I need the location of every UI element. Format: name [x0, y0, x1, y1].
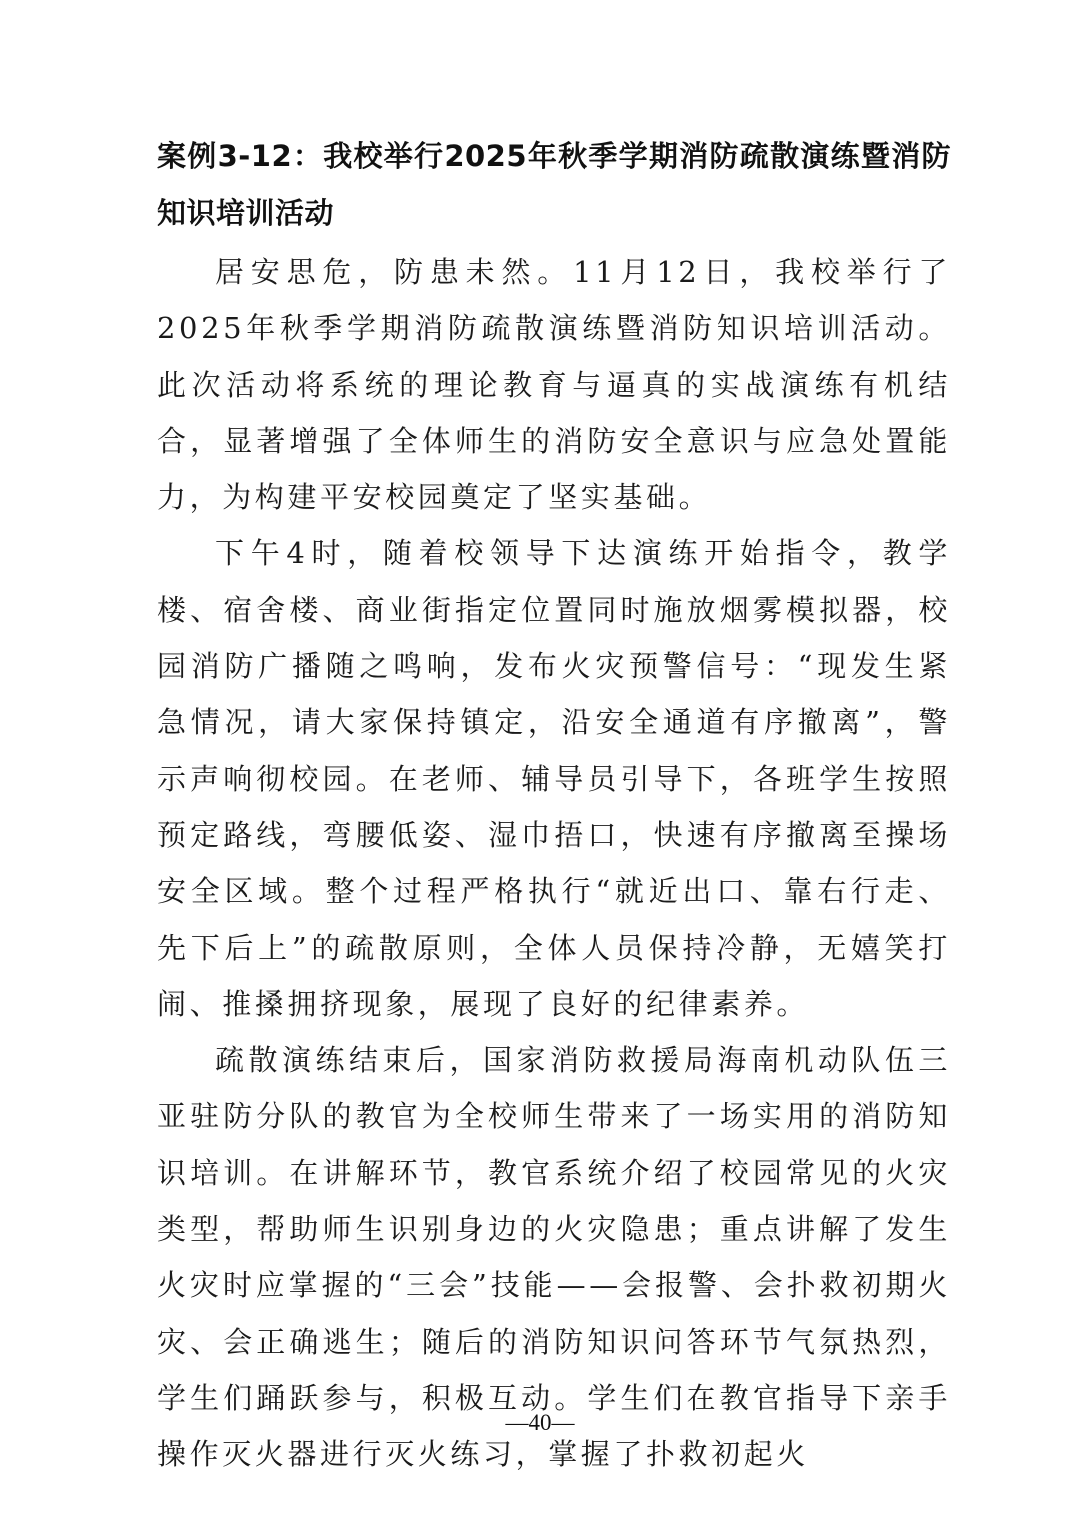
body-paragraph: 疏散演练结束后，国家消防救援局海南机动队伍三亚驻防分队的教官为全校师生带来了一场实用的消防知识培训。在讲解环节，教官系统介绍了校园常见的火灾类型，帮助师生识别身边的火灾隐患；重点讲解了发生火灾时应掌握的“三会”技能——会报警、会扑救初期火灾、会正确逃生；随后的消防知识问答环节气氛热烈，学生们踊跃参与，积极互动。学生们在教官指导下亲手操作灭火器进行灭火练习，掌握了扑救初起火 — [157, 1043, 951, 1472]
page-number: —40— — [505, 1410, 575, 1435]
page-body — [157, 128, 951, 1483]
body-paragraph: 下午4时，随着校领导下达演练开始指令，教学楼、宿舍楼、商业街指定位置同时施放烟雾模拟器，校园消防广播随之鸣响，发布火灾预警信号：“现发生紧急情况，请大家保持镇定，沿安全通道有序撤离”，警示声响彻校园。在老师、辅导员引导下，各班学生按照预定路线，弯腰低姿、湿巾捂口，快速有序撤离至操场安全区域。整个过程严格执行“就近出口、靠右行走、先下后上”的疏散原则，全体人员保持冷静，无嬉笑打闹、推搡拥挤现象，展现了良好的纪律素养。 — [157, 536, 951, 1021]
case-title: 案例3-12：我校举行2025年秋季学期消防疏散演练暨消防知识培训活动 — [157, 139, 951, 230]
body-paragraph: 居安思危，防患未然。11月12日，我校举行了2025年秋季学期消防疏散演练暨消防知识培训活动。此次活动将系统的理论教育与逼真的实战演练有机结合，显著增强了全体师生的消防安全意识与应急处置能力，为构建平安校园奠定了坚实基础。 — [157, 255, 951, 515]
